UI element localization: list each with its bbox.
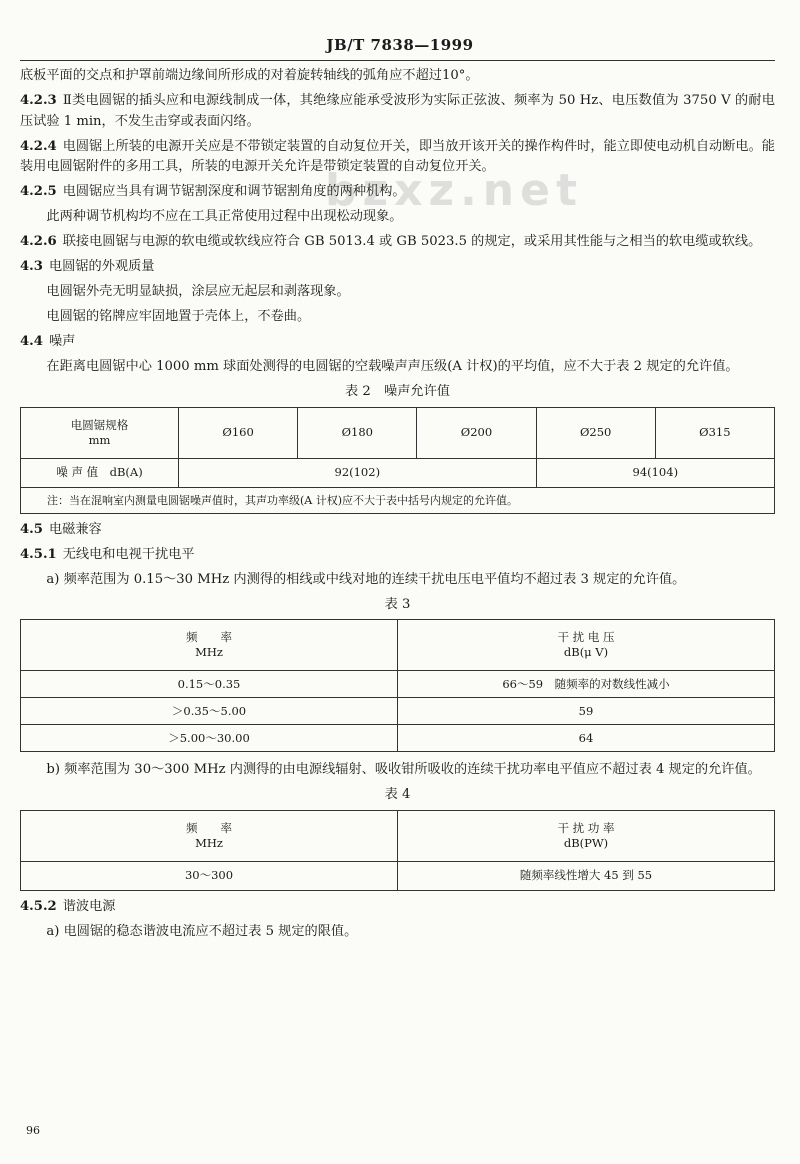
clause-4-2-5 — [20, 182, 775, 203]
value-cell: 随频率线性增大 45 到 55 — [398, 861, 775, 890]
section-number: 4.5 — [20, 521, 43, 537]
column-title: 频 率 — [186, 820, 232, 835]
section-4-4-heading — [20, 332, 775, 353]
page-number: 96 — [26, 1124, 40, 1137]
table-4-interference-power — [20, 810, 775, 891]
spec-cell: Ø160 — [179, 407, 298, 458]
clause-4-5-1 — [20, 545, 775, 566]
table-row — [21, 671, 775, 698]
spec-label: 电圆锯规格 — [70, 417, 129, 432]
column-unit: MHz — [195, 835, 223, 850]
clause-text: 谐波电源 — [62, 898, 116, 914]
column-header — [398, 810, 775, 861]
clause-4-2-6 — [20, 232, 775, 253]
clause-number: 4.2.5 — [20, 184, 57, 199]
table-2-caption: 表 2 噪声允许值 — [345, 384, 450, 399]
column-unit: MHz — [195, 645, 223, 659]
clause-text: 电圆锯应当具有调节锯割深度和调节锯割角度的两种机构。 — [62, 184, 406, 199]
table-2-noise — [20, 407, 775, 514]
table-3-caption: 表 3 — [384, 596, 411, 612]
clause-4-2-5-note: 此两种调节机构均不应在工具正常使用过程中出现松动现象。 — [46, 209, 403, 224]
table-row — [21, 725, 775, 752]
section-number: 4.4 — [20, 334, 43, 349]
clause-text: 无线电和电视干扰电平 — [62, 546, 195, 562]
value-cell: 64 — [398, 725, 775, 752]
clause-number: 4.2.3 — [20, 93, 57, 108]
column-unit: dB(μ V) — [563, 645, 609, 659]
page-content — [20, 66, 775, 947]
table-row — [21, 487, 775, 513]
table-4-caption: 表 4 — [384, 787, 411, 802]
item-b: b) 频率范围为 30～300 MHz 内测得的由电源线辐射、吸收钳所吸收的连续干扰功率电平值应不超过表 4 规定的允许值。 — [46, 762, 761, 777]
header-rule — [20, 60, 775, 61]
paragraph-continuation: 底板平面的交点和护罩前端边缘间所形成的对着旋转轴线的弧角应不超过10°。 — [20, 68, 479, 83]
frequency-cell: 0.15～0.35 — [21, 671, 398, 698]
column-title: 干 扰 功 率 — [557, 820, 615, 835]
table-row — [21, 810, 775, 861]
spec-unit: mm — [88, 432, 111, 447]
section-4-5-heading — [20, 520, 775, 541]
table-3-interference-voltage — [20, 619, 775, 752]
noise-label-cell: 噪 声 值 dB(A) — [21, 458, 179, 487]
value-cell: 66～59 随频率的对数线性减小 — [398, 671, 775, 698]
column-header — [398, 620, 775, 671]
clause-4-2-3 — [20, 91, 775, 132]
appearance-item-1: 电圆锯外壳无明显缺损，涂层应无起层和剥落现象。 — [46, 284, 350, 299]
column-header — [21, 810, 398, 861]
table-row — [21, 458, 775, 487]
noise-value-cell: 92(102) — [179, 458, 537, 487]
noise-requirement: 在距离电圆锯中心 1000 mm 球面处测得的电圆锯的空载噪声声压级(A 计权)的平均值，应不大于表 2 规定的允许值。 — [46, 359, 739, 374]
section-title: 电磁兼容 — [48, 521, 102, 537]
table-row — [21, 620, 775, 671]
clause-text: 电圆锯上所装的电源开关应是不带锁定装置的自动复位开关，即当放开该开关的操作构件时，能立即使电动机自动断电。能装用电圆锯附件的多用工具，所装的电源开关允许是带锁定装置的自动复位开关。 — [20, 138, 775, 174]
frequency-cell: 30～300 — [21, 861, 398, 890]
table-2-note: 注：当在混响室内测量电圆锯噪声值时，其声功率级(A 计权)应不大于表中括号内规定的允许值。 — [21, 487, 775, 513]
clause-4-5-2 — [20, 897, 775, 918]
section-title: 电圆锯的外观质量 — [48, 259, 155, 274]
clause-number: 4.2.6 — [20, 234, 57, 249]
clause-number: 4.5.1 — [20, 546, 57, 562]
spec-cell: Ø315 — [655, 407, 774, 458]
noise-value-cell: 94(104) — [536, 458, 774, 487]
column-unit: dB(PW) — [563, 835, 609, 850]
clause-4-2-4 — [20, 137, 775, 178]
appearance-item-2: 电圆锯的铭牌应牢固地置于壳体上，不卷曲。 — [46, 309, 311, 324]
frequency-cell: ＞5.00～30.00 — [21, 725, 398, 752]
item-a: a) 电圆锯的稳态谐波电流应不超过表 5 规定的限值。 — [46, 923, 358, 939]
clause-number: 4.5.2 — [20, 898, 57, 914]
column-title: 频 率 — [186, 630, 232, 644]
column-header — [21, 620, 398, 671]
section-4-3-heading — [20, 257, 775, 278]
watermark: bzxz.net — [325, 165, 584, 216]
section-number: 4.3 — [20, 259, 43, 274]
spec-cell: Ø180 — [298, 407, 417, 458]
value-cell: 59 — [398, 698, 775, 725]
item-a: a) 频率范围为 0.15～30 MHz 内测得的相线或中线对地的连续干扰电压电平值均不超过表 3 规定的允许值。 — [46, 571, 686, 587]
section-title: 噪声 — [48, 334, 76, 349]
spec-cell: Ø250 — [536, 407, 655, 458]
table-row — [21, 407, 775, 458]
table-row — [21, 698, 775, 725]
spec-cell: Ø200 — [417, 407, 536, 458]
table-row — [21, 861, 775, 890]
clause-text: Ⅱ类电圆锯的插头应和电源线制成一体，其绝缘应能承受波形为实际正弦波、频率为 50 Hz、电压数值为 3750 V 的耐电压试验 1 min，不发生击穿或表面闪络。 — [20, 93, 775, 129]
clause-number: 4.2.4 — [20, 138, 57, 154]
clause-text: 联接电圆锯与电源的软电缆或软线应符合 GB 5013.4 或 GB 5023.5 的规定，或采用其性能与之相当的软电缆或软线。 — [62, 234, 762, 249]
spec-header-cell — [21, 407, 179, 458]
frequency-cell: ＞0.35～5.00 — [21, 698, 398, 725]
column-title: 干 扰 电 压 — [557, 630, 615, 644]
standard-code-header: JB/T 7838—1999 — [326, 36, 474, 54]
